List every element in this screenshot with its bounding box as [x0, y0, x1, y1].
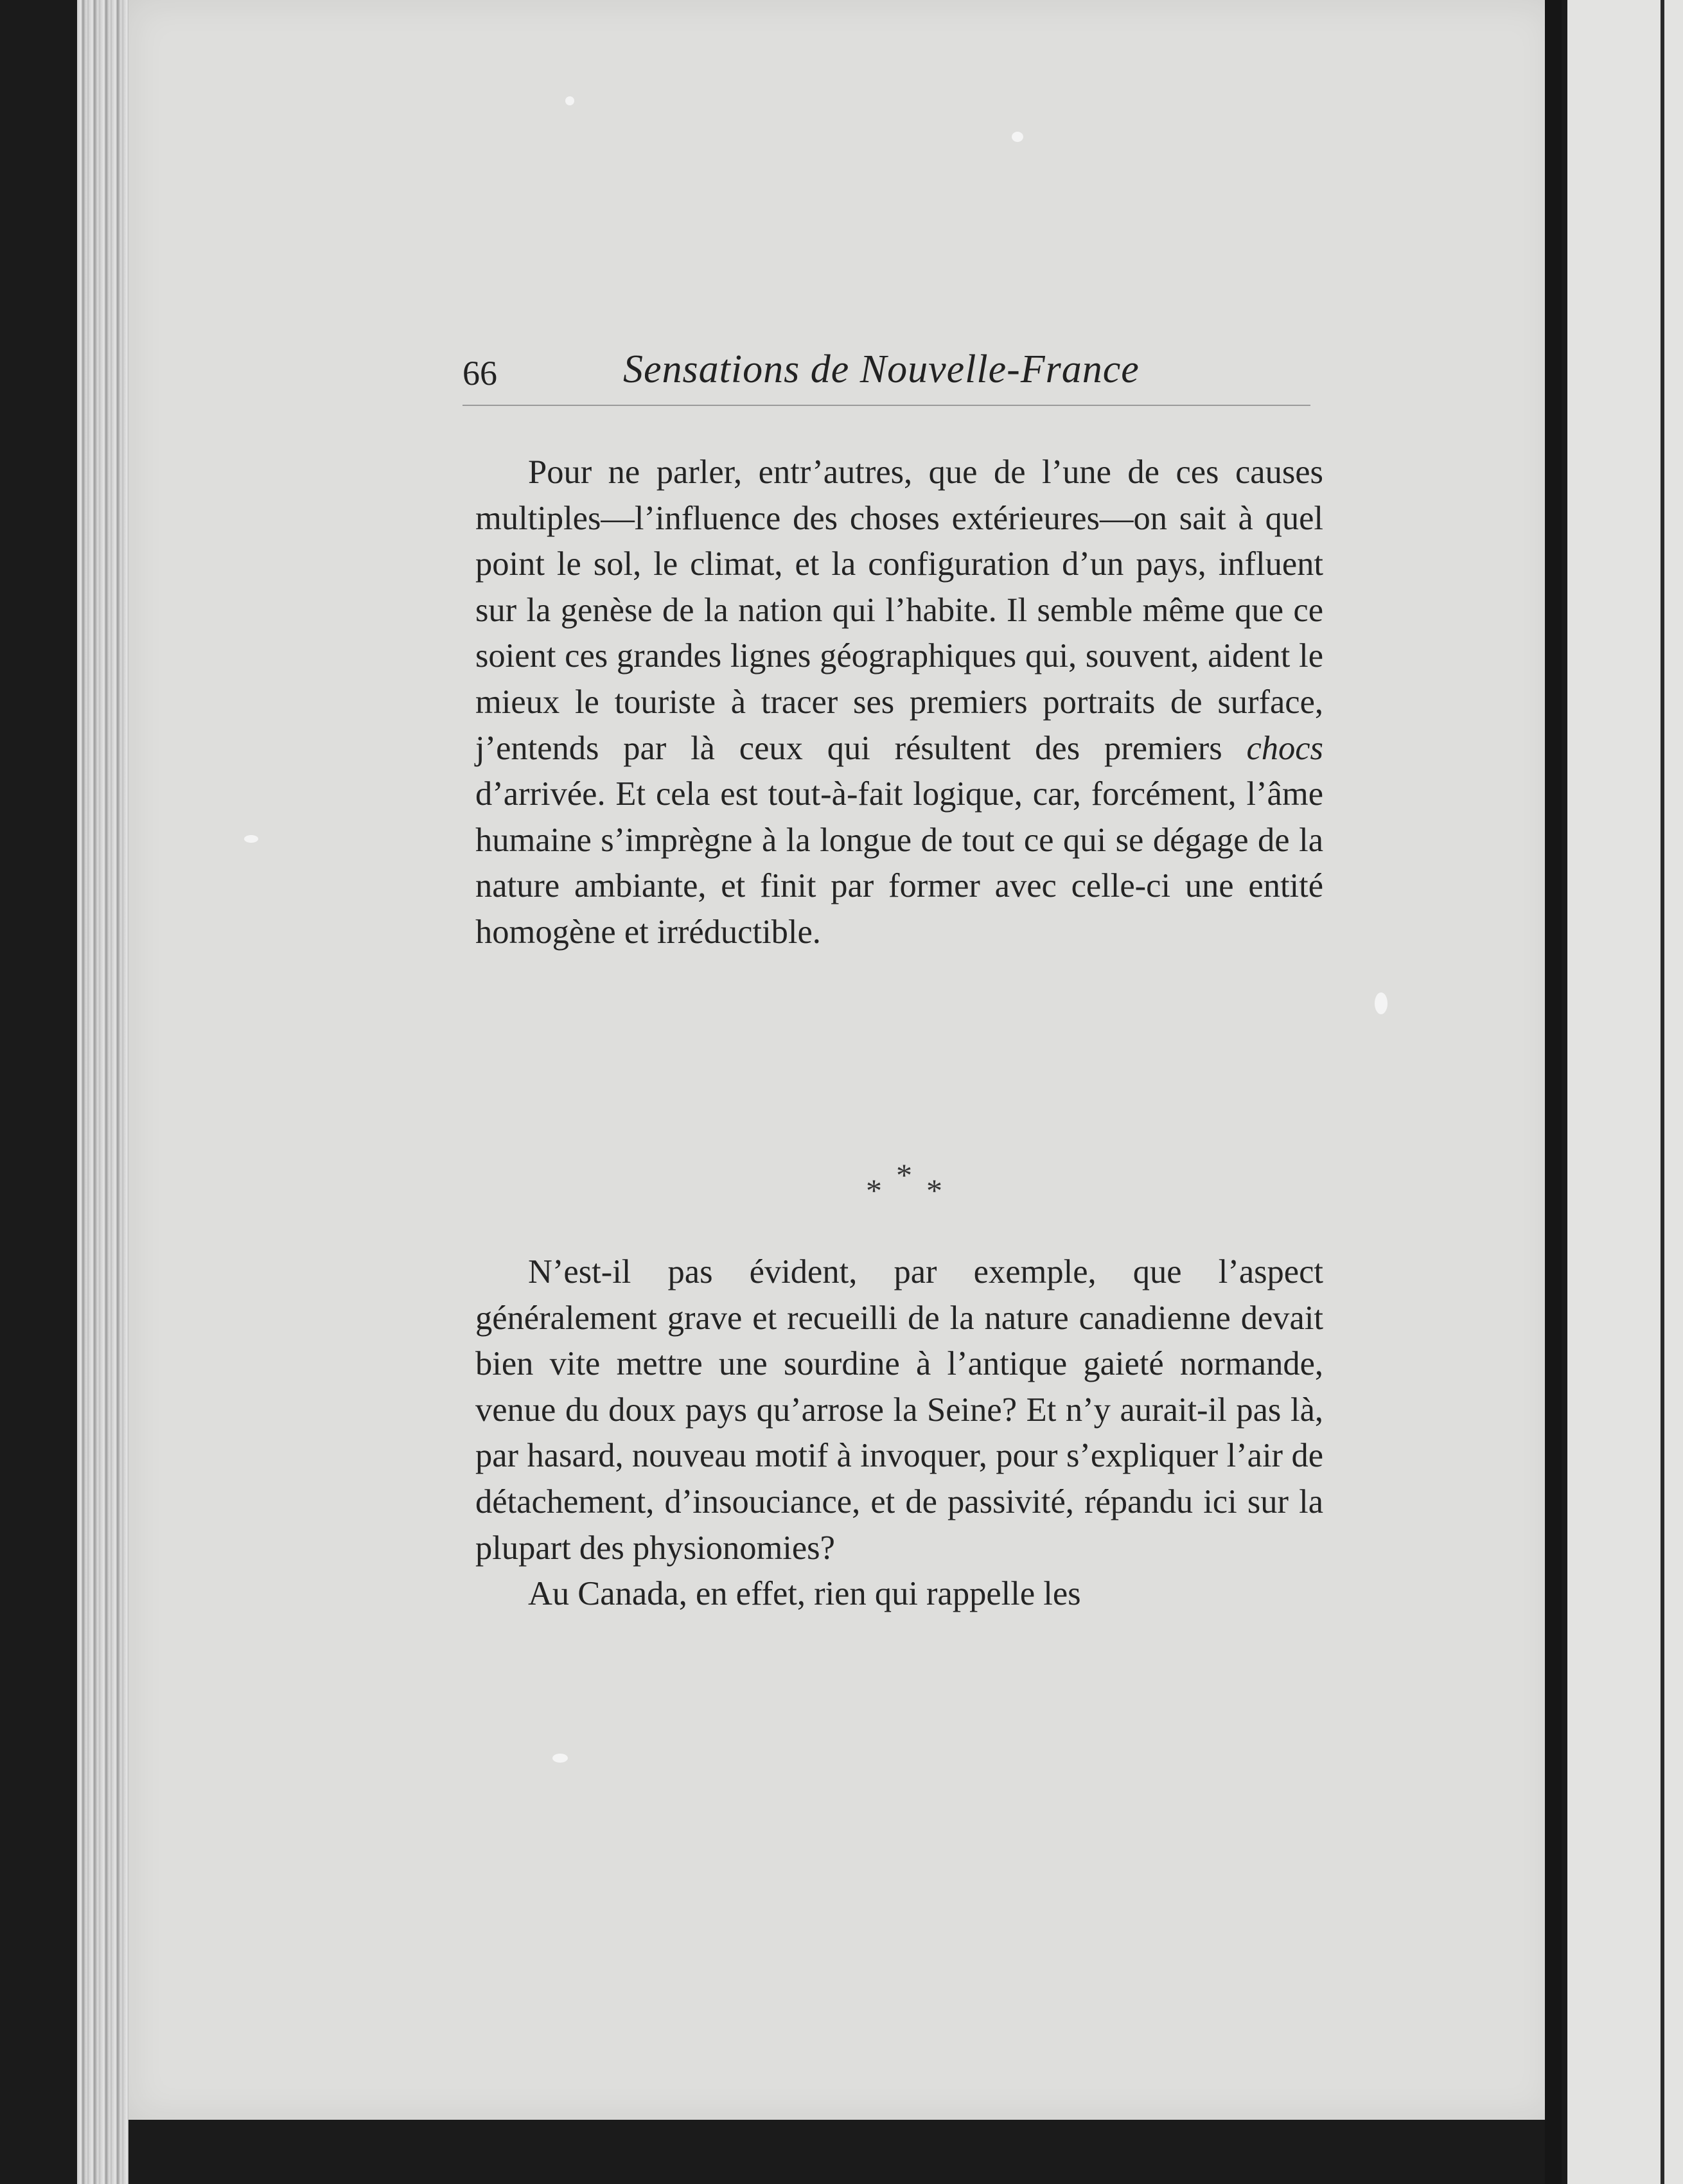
scan-speck — [565, 96, 574, 105]
text-block-1 — [475, 450, 1323, 956]
adjacent-page-edge — [1661, 0, 1664, 2184]
paragraph-2: N’est-il pas évident, par exemple, que l’aspect généralement grave et recueilli de la nature canadienne devait bien vite mettre une sourdine à l’antique gaieté normande, venue du doux pays qu’arrose la Seine? Et n’y aurait-il pas là, par hasard, nouveau motif à invoquer, pour s’expliquer l’air de détachement, d’insouciance, et de passivité, répandu ici sur la plupart des physionomies? — [475, 1253, 1323, 1567]
asterism-star: * — [926, 1172, 942, 1208]
emphasized-word: chocs — [1246, 729, 1323, 767]
asterism-star: * — [896, 1157, 912, 1193]
scan-speck — [244, 835, 258, 843]
book-gutter — [1545, 0, 1562, 2184]
scan-speck — [552, 1754, 568, 1763]
page-bottom-shadow — [128, 2120, 1555, 2184]
book-page — [128, 0, 1555, 2120]
paragraph-1-end: d’arrivée. Et cela est tout-à-fait logique, car, forcément, l’âme humaine s’imprègne à la longue de tout ce qui se dégage de la nature ambiante, et finit par former avec celle-ci une entité homogène et irréductible. — [475, 775, 1323, 951]
asterism-star: * — [866, 1172, 882, 1208]
adjacent-page — [1567, 0, 1683, 2184]
scan-speck — [1012, 132, 1023, 142]
asterism — [861, 1156, 951, 1208]
text-block-2 — [475, 1249, 1323, 1617]
scan-speck — [1375, 992, 1388, 1014]
paragraph-3: Au Canada, en effet, rien qui rappelle les — [528, 1575, 1081, 1613]
running-head — [463, 340, 1310, 406]
page-number: 66 — [463, 354, 497, 392]
paragraph-1 — [475, 450, 1323, 956]
running-title: Sensations de Nouvelle-France — [623, 348, 1140, 391]
paragraph-1-text: Pour ne parler, entr’autres, que de l’une de ces causes multiples—l’influence des choses extérieures—on sait à quel point le sol, le climat, et la configuration d’un pays, influent sur la genèse de la nation qui l’habite. Il semble même que ce soient ces grandes lignes géographiques qui, souvent, aident le mieux le touriste à tracer ses premiers portraits de surface, j’entends par là ceux qui résultent des premiers — [475, 454, 1323, 767]
